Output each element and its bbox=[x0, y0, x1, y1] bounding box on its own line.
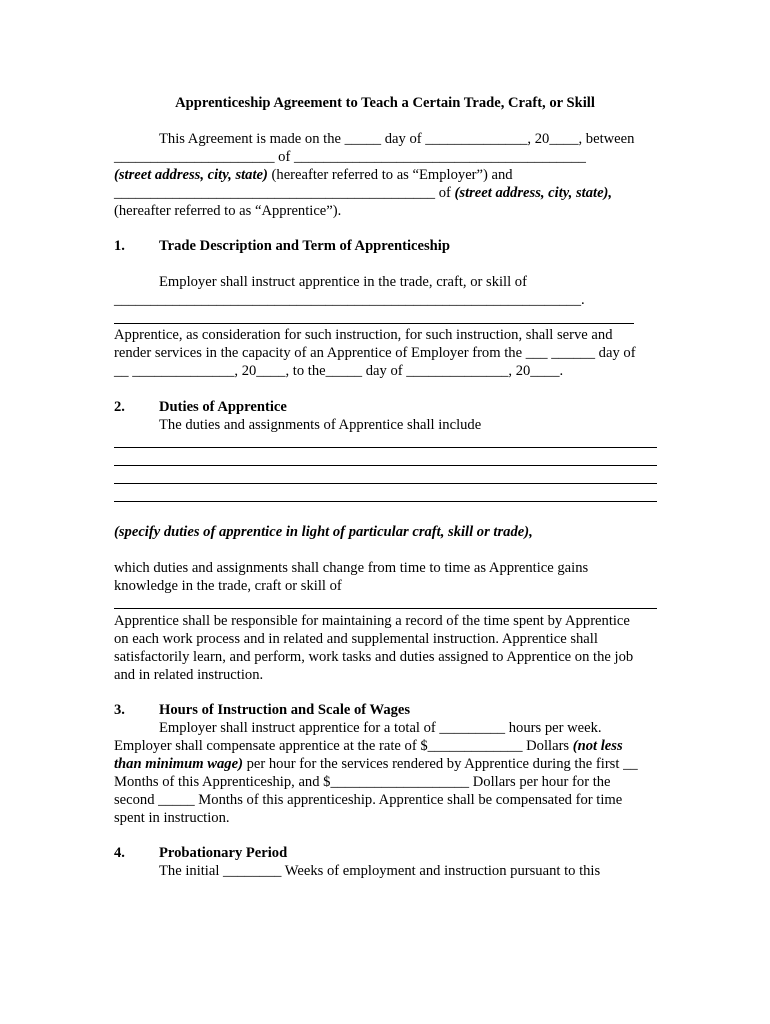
intro-line-5: (hereafter referred to as “Apprentice”). bbox=[114, 203, 342, 219]
section-3-line-4: Months of this Apprenticeship, and $___________________ Dollars per hour for the bbox=[114, 774, 611, 790]
section-2-heading: Duties of Apprentice bbox=[159, 399, 287, 415]
intro-line-1: This Agreement is made on the _____ day of ______________, 20____, between bbox=[159, 131, 635, 147]
section-1-line-5: __ ______________, 20____, to the_____ day of ______________, 20____. bbox=[114, 363, 564, 379]
section-1-line-2: ________________________________________________________________. bbox=[114, 292, 585, 308]
section-3-line-2-text: Employer shall compensate apprentice at the rate of $_____________ Dollars bbox=[114, 738, 573, 754]
section-4-heading: Probationary Period bbox=[159, 845, 288, 861]
section-3-line-5: second _____ Months of this apprenticeship. Apprentice shall be compensated for time bbox=[114, 792, 623, 808]
section-3-number: 3. bbox=[114, 702, 125, 718]
section-2-number: 2. bbox=[114, 399, 125, 415]
duties-blank-rule-4 bbox=[114, 501, 657, 502]
skill-blank-rule bbox=[114, 608, 657, 609]
section-3-line-3-text: per hour for the services rendered by Apprentice during the first __ bbox=[242, 756, 638, 772]
apprentice-address-hint: (street address, city, state), bbox=[454, 185, 613, 201]
section-3-line-6: spent in instruction. bbox=[114, 810, 230, 826]
wage-note-end: than minimum wage) bbox=[114, 756, 243, 772]
duties-specify-note: (specify duties of apprentice in light of particular craft, skill or trade), bbox=[114, 524, 533, 540]
section-1-line-1: Employer shall instruct apprentice in the trade, craft, or skill of bbox=[159, 274, 527, 290]
section-3-heading: Hours of Instruction and Scale of Wages bbox=[159, 702, 411, 718]
section-3-line-2 bbox=[114, 737, 623, 755]
section-1-blank-rule bbox=[114, 323, 634, 324]
duties-blank-rule-1 bbox=[114, 447, 657, 448]
document-title: Apprenticeship Agreement to Teach a Certain Trade, Craft, or Skill bbox=[175, 95, 595, 111]
intro-line-4 bbox=[114, 184, 612, 202]
section-3-line-1: Employer shall instruct apprentice for a total of _________ hours per week. bbox=[159, 720, 602, 736]
intro-line-3-text: (hereafter referred to as “Employer”) and bbox=[267, 167, 513, 183]
section-1-line-4: render services in the capacity of an Apprentice of Employer from the ___ ______ day of bbox=[114, 345, 636, 361]
section-3-line-3 bbox=[114, 755, 638, 773]
section-4-line-1: The initial ________ Weeks of employment and instruction pursuant to this bbox=[159, 863, 601, 879]
section-1-number: 1. bbox=[114, 238, 125, 254]
section-2-para-2: knowledge in the trade, craft or skill of bbox=[114, 578, 342, 594]
section-2-para-4: on each work process and in related and supplemental instruction. Apprentice shall bbox=[114, 631, 598, 647]
section-1-line-3: Apprentice, as consideration for such instruction, for such instruction, shall serve and bbox=[114, 327, 613, 343]
section-1-heading: Trade Description and Term of Apprenticeship bbox=[159, 238, 450, 254]
section-2-para-1: which duties and assignments shall change from time to time as Apprentice gains bbox=[114, 560, 589, 576]
intro-line-3 bbox=[114, 166, 513, 184]
duties-blank-rule-3 bbox=[114, 483, 657, 484]
duties-blank-rule-2 bbox=[114, 465, 657, 466]
section-2-para-5: satisfactorily learn, and perform, work tasks and duties assigned to Apprentice on the job bbox=[114, 649, 634, 665]
employer-address-hint: (street address, city, state) bbox=[114, 167, 268, 183]
apprentice-name-blank: ____________________________________________ of bbox=[114, 185, 455, 201]
section-2-para-6: and in related instruction. bbox=[114, 667, 264, 683]
section-2-para-3: Apprentice shall be responsible for maintaining a record of the time spent by Apprentice bbox=[114, 613, 630, 629]
section-2-line-1: The duties and assignments of Apprentice shall include bbox=[159, 417, 482, 433]
wage-note-start: (not less bbox=[572, 738, 623, 754]
intro-line-2: ______________________ of ________________________________________ bbox=[114, 149, 586, 165]
section-4-number: 4. bbox=[114, 845, 125, 861]
